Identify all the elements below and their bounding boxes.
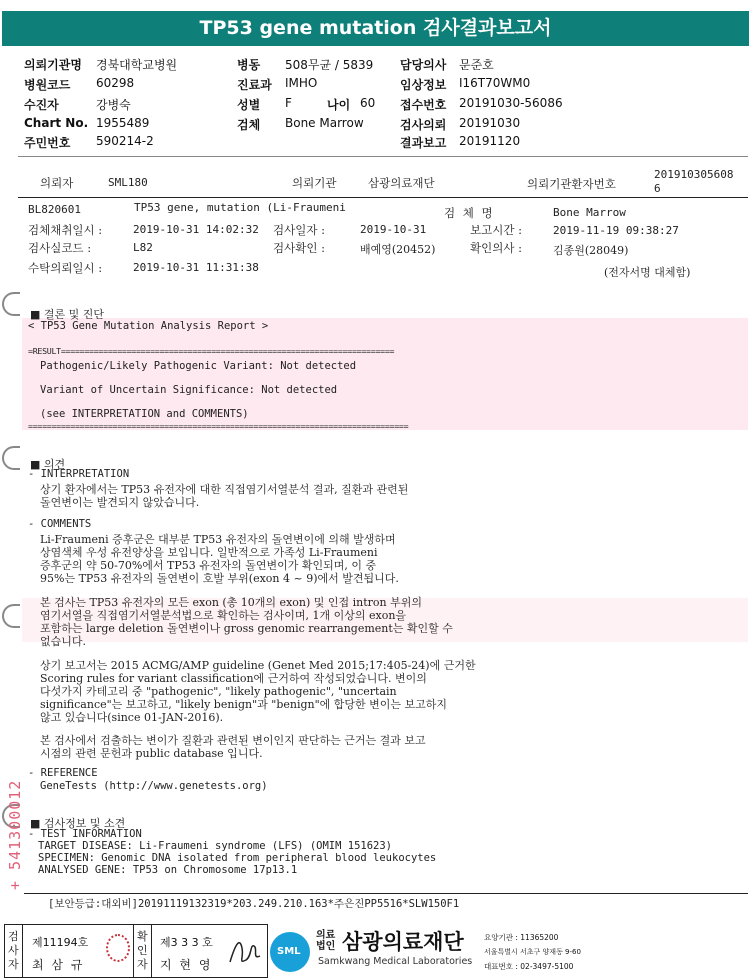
reporttime-value: 2019-11-19 09:38:27 bbox=[553, 224, 679, 237]
test-name: TP53 gene, mutation (Li-Fraumeni bbox=[134, 201, 346, 214]
inst-label: 의뢰기관 bbox=[292, 176, 337, 190]
result-see-note: (see INTERPRETATION and COMMENTS) bbox=[40, 408, 249, 420]
punch-hole-3 bbox=[2, 604, 20, 628]
department-label: 진료과 bbox=[237, 78, 272, 92]
org-info-1: 요양기관 : 11365200 bbox=[484, 933, 559, 942]
header-divider bbox=[18, 156, 748, 157]
comment-p3-5: 않고 있습니다(since 01-JAN-2016). bbox=[40, 711, 224, 724]
ward-value: 508무균 / 5839 bbox=[285, 58, 374, 72]
result-rule-bottom: ================================================================================= bbox=[28, 421, 409, 431]
age-label: 나이 bbox=[327, 98, 351, 112]
specimen-name-label: 검 체 명 bbox=[444, 206, 495, 220]
requester-value: SML180 bbox=[108, 176, 148, 189]
collect-label: 검체채취일시 : bbox=[28, 223, 103, 237]
confirm-signature-icon bbox=[226, 934, 266, 970]
reporttime-label: 보고시간 : bbox=[470, 223, 522, 237]
checker-seal-icon bbox=[106, 934, 130, 962]
checker-no: 제11194호 bbox=[32, 936, 89, 949]
recv-value: 2019-10-31 11:31:38 bbox=[133, 261, 259, 274]
attending-value: 문준호 bbox=[459, 58, 494, 72]
testdate-label: 검사일자 : bbox=[273, 223, 325, 237]
clinical-info-label: 임상정보 bbox=[400, 78, 447, 92]
interp-heading: - INTERPRETATION bbox=[28, 468, 130, 480]
org-prefix: 의료 법인 bbox=[316, 930, 336, 952]
attending-label: 담당의사 bbox=[400, 58, 447, 72]
doctor-value: 김종원(28049) bbox=[553, 244, 629, 257]
comment-p3-4: significance"는 보고하고, "likely benign"과 "benign"에 합당한 변이는 보고하지 bbox=[40, 698, 448, 711]
request-date-label: 검사의뢰 bbox=[400, 118, 447, 132]
comment-p3-3: 다섯가지 카테고리 중 "pathogenic", "likely pathogenic", "uncertain bbox=[40, 685, 397, 698]
interp-line-1: 상기 환자에서는 TP53 유전자에 대한 직접염기서열분석 결과, 질환과 관련된 bbox=[40, 483, 409, 496]
hospital-code-value: 60298 bbox=[96, 76, 135, 90]
inst-value: 삼광의료재단 bbox=[368, 176, 435, 190]
resident-no-value: 590214-2 bbox=[96, 134, 154, 148]
department-value: IMHO bbox=[285, 76, 318, 90]
confirm-person-name: 지 현 영 bbox=[160, 958, 213, 972]
esign-note: (전자서명 대체함) bbox=[604, 266, 691, 279]
report-rule bbox=[18, 197, 748, 198]
result-vus: Variant of Uncertain Significance: Not detected bbox=[40, 384, 338, 396]
testinfo-line-4: ANALYSED GENE: TP53 on Chromosome 17p13.1 bbox=[38, 864, 298, 876]
hospital-code-label: 병원코드 bbox=[24, 78, 71, 92]
patient-name-value: 강병숙 bbox=[96, 98, 131, 112]
checker-label: 검 사 자 bbox=[8, 930, 19, 971]
punch-hole-2 bbox=[2, 446, 20, 470]
comment-p2-3: 포함하는 large deletion 돌연변이나 gross genomic rearrangement는 확인할 수 bbox=[40, 622, 453, 635]
comment-p4-2: 시점의 관련 문헌과 public database 입니다. bbox=[40, 747, 263, 760]
sig-divider-3 bbox=[151, 924, 152, 978]
comment-p1-1: Li-Fraumeni 증후군은 대부분 TP53 유전자의 돌연변이에 의해 발생하며 bbox=[40, 533, 396, 546]
comments-heading: - COMMENTS bbox=[28, 518, 92, 530]
result-pathogenic: Pathogenic/Likely Pathogenic Variant: Not detected bbox=[40, 360, 357, 372]
specimen-name-value: Bone Marrow bbox=[553, 206, 626, 219]
patient-name-label: 수진자 bbox=[24, 98, 59, 112]
receipt-no-label: 접수번호 bbox=[400, 98, 447, 112]
confirm-person-no: 제3 3 3 호 bbox=[160, 936, 213, 949]
org-info-2: 서울특별시 서초구 양재동 9-60 bbox=[484, 948, 581, 956]
sml-logo-text: SML bbox=[277, 946, 301, 957]
reference-value: GeneTests (http://www.genetests.org) bbox=[40, 780, 268, 792]
specimen-value: Bone Marrow bbox=[285, 116, 364, 130]
ward-label: 병동 bbox=[237, 58, 261, 72]
result-rule-top: =RESULT======================================================================= bbox=[28, 346, 395, 356]
comment-p1-4: 95%는 TP53 유전자의 돌연변이 호발 부위(exon 4 ~ 9)에서 발견됩니다. bbox=[40, 572, 399, 585]
org-name-en: Samkwang Medical Laboratories bbox=[318, 956, 473, 967]
patno-value-2: 6 bbox=[654, 182, 661, 195]
doctor-label: 확인의사 : bbox=[470, 241, 522, 255]
interp-line-2: 돌연변이는 발견되지 않았습니다. bbox=[40, 496, 200, 509]
chart-no-label: Chart No. bbox=[24, 116, 89, 130]
collect-value: 2019-10-31 14:02:32 bbox=[133, 223, 259, 236]
patno-label: 의뢰기관환자번호 bbox=[527, 177, 616, 191]
security-footer: [보안등급:대외비]20191119132319*203.249.210.163*주은진PP5516*SLW150F1 bbox=[48, 898, 460, 910]
checker-name: 최 삼 규 bbox=[32, 958, 85, 972]
footer-rule bbox=[24, 893, 748, 894]
comment-p2-1: 본 검사는 TP53 유전자의 모든 exon (총 10개의 exon) 및 인접 intron 부위의 bbox=[40, 596, 422, 609]
hospital-name-row: 의뢰기관명 bbox=[24, 58, 82, 72]
testinfo-heading: ■ 검사정보 및 소견 bbox=[30, 817, 126, 830]
age-value: 60 bbox=[360, 96, 376, 110]
sig-divider-1 bbox=[22, 924, 23, 978]
hospital-name-value: 경북대학교병원 bbox=[96, 58, 178, 72]
result-report-title: < TP53 Gene Mutation Analysis Report > bbox=[28, 320, 269, 332]
comment-p2-2: 염기서열을 직접염기서열분석법으로 확인하는 검사이며, 1개 이상의 exon을 bbox=[40, 609, 407, 622]
clinical-info-value: I16T70WM0 bbox=[459, 76, 531, 90]
receipt-no-value: 20191030-56086 bbox=[459, 96, 563, 110]
report-date-value: 20191120 bbox=[459, 134, 521, 148]
opinion-heading: ■ 의견 bbox=[30, 458, 66, 471]
org-name: 삼광의료재단 bbox=[342, 930, 464, 954]
comment-p3-1: 상기 보고서는 2015 ACMG/AMP guideline (Genet Med 2015;17:405-24)에 근거한 bbox=[40, 659, 476, 672]
test-code: BL820601 bbox=[28, 203, 81, 216]
testinfo-line-2: TARGET DISEASE: Li-Fraumeni syndrome (LFS) (OMIM 151623) bbox=[38, 840, 393, 852]
testdate-value: 2019-10-31 bbox=[360, 223, 427, 236]
confirm-label: 검사확인 : bbox=[273, 241, 325, 255]
resident-no-label: 주민번호 bbox=[24, 136, 71, 150]
sig-divider-2 bbox=[133, 924, 134, 978]
patno-value-1: 201910305608 bbox=[654, 168, 734, 181]
confirm-person-label: 확 인 자 bbox=[137, 930, 148, 971]
punch-hole-1 bbox=[2, 292, 20, 316]
comment-p4-1: 본 검사에서 검출하는 변이가 질환과 관련된 변이인지 판단하는 근거는 결과 보고 bbox=[40, 734, 426, 747]
comment-p1-2: 상염색체 우성 유전양상을 보입니다. 일반적으로 가족성 Li-Fraumeni bbox=[40, 546, 378, 559]
sex-value: F bbox=[285, 96, 292, 110]
org-info-3: 대표번호 : 02-3497-5100 bbox=[484, 962, 574, 971]
reference-heading: - REFERENCE bbox=[28, 767, 98, 779]
room-value: L82 bbox=[133, 241, 153, 254]
comment-p2-4: 없습니다. bbox=[40, 635, 87, 648]
report-date-label: 결과보고 bbox=[400, 136, 447, 150]
testinfo-line-3: SPECIMEN: Genomic DNA isolated from peripheral blood leukocytes bbox=[38, 852, 437, 864]
side-serial-number: + 541300012 bbox=[6, 779, 24, 890]
confirm-value: 배예영(20452) bbox=[360, 243, 436, 256]
comment-p3-2: Scoring rules for variant classification에 근거하여 작성되었습니다. 변이의 bbox=[40, 672, 427, 685]
report-title: TP53 gene mutation 검사결과보고서 bbox=[2, 11, 749, 46]
chart-no-value: 1955489 bbox=[96, 116, 150, 130]
specimen-label: 검체 bbox=[237, 118, 261, 132]
testinfo-line-1: - TEST INFORMATION bbox=[28, 828, 142, 840]
comment-p1-3: 증후군의 약 50-70%에서 TP53 유전자의 돌연변이가 확인되며, 이 중 bbox=[40, 559, 377, 572]
request-date-value: 20191030 bbox=[459, 116, 521, 130]
room-label: 검사실코드 : bbox=[28, 241, 92, 255]
requester-label: 의뢰자 bbox=[40, 176, 74, 190]
recv-label: 수탁의뢰일시 : bbox=[28, 261, 103, 275]
sex-label: 성별 bbox=[237, 98, 261, 112]
result-heading: ■ 결론 및 진단 bbox=[30, 308, 105, 321]
